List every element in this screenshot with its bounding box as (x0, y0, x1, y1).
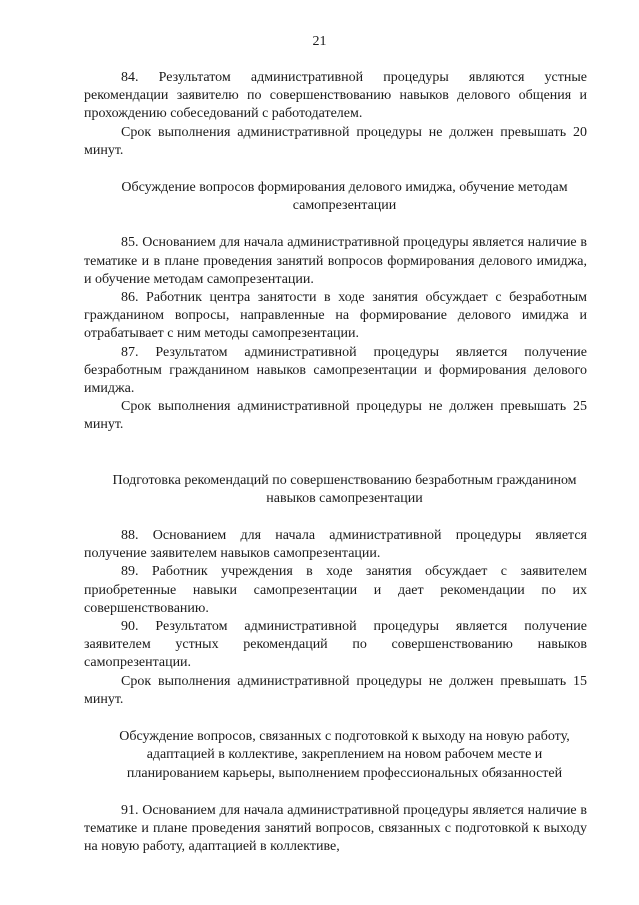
paragraph-90-term: Срок выполнения административной процедуры не должен превышать 15 минут. (84, 673, 587, 707)
paragraph-84-term: Срок выполнения административной процедуры не должен превышать 20 минут. (84, 124, 587, 158)
section-heading-business-image: Обсуждение вопросов формирования делового имиджа, обучение методам самопрезентации (121, 180, 568, 214)
paragraph-90: 90. Результатом административной процедуры является получение заявителем устных рекомендаций по совершенствованию навыков самопрезентации. (84, 619, 587, 671)
page-number: 21 (312, 34, 327, 49)
paragraph-89: 89. Работник учреждения в ходе занятия обсуждает с заявителем приобретенные навыки самопрезентации и дает рекомендации по их совершенствованию. (84, 564, 587, 616)
paragraph-84: 84. Результатом административной процедуры являются устные рекомендации заявителю по совершенствованию навыков делового общения и прохождению собеседований с работодателем. (84, 70, 587, 122)
paragraph-86: 86. Работник центра занятости в ходе занятия обсуждает с безработным гражданином вопросы, направленные на формирование делового имиджа и отрабатывает с ним методы самопрезентации. (84, 290, 587, 342)
document-body (84, 69, 587, 856)
section-heading-recommendations: Подготовка рекомендаций по совершенствованию безработным гражданином навыков самопрезентации (112, 472, 577, 506)
paragraph-85: 85. Основанием для начала административной процедуры является наличие в тематике и в плане проведения занятий вопросов формирования делового имиджа, и обучение методам самопрезентации. (84, 235, 587, 287)
section-heading-new-job: Обсуждение вопросов, связанных с подготовкой к выходу на новую работу, адаптацией в коллективе, закреплением на новом рабочем месте и планированием карьеры, выполнением профессиональных обязанностей (119, 729, 570, 781)
paragraph-91: 91. Основанием для начала административной процедуры является наличие в тематике и плане проведения занятий вопросов, связанных с подготовкой к выходу на новую работу, адаптацией в коллективе, (84, 802, 587, 855)
paragraph-88: 88. Основанием для начала административной процедуры является получение заявителем навыков самопрезентации. (84, 528, 587, 562)
paragraph-87-term: Срок выполнения административной процедуры не должен превышать 25 минут. (84, 399, 587, 433)
paragraph-87: 87. Результатом административной процедуры является получение безработным гражданином навыков самопрезентации и формирования делового имиджа. (84, 344, 587, 397)
